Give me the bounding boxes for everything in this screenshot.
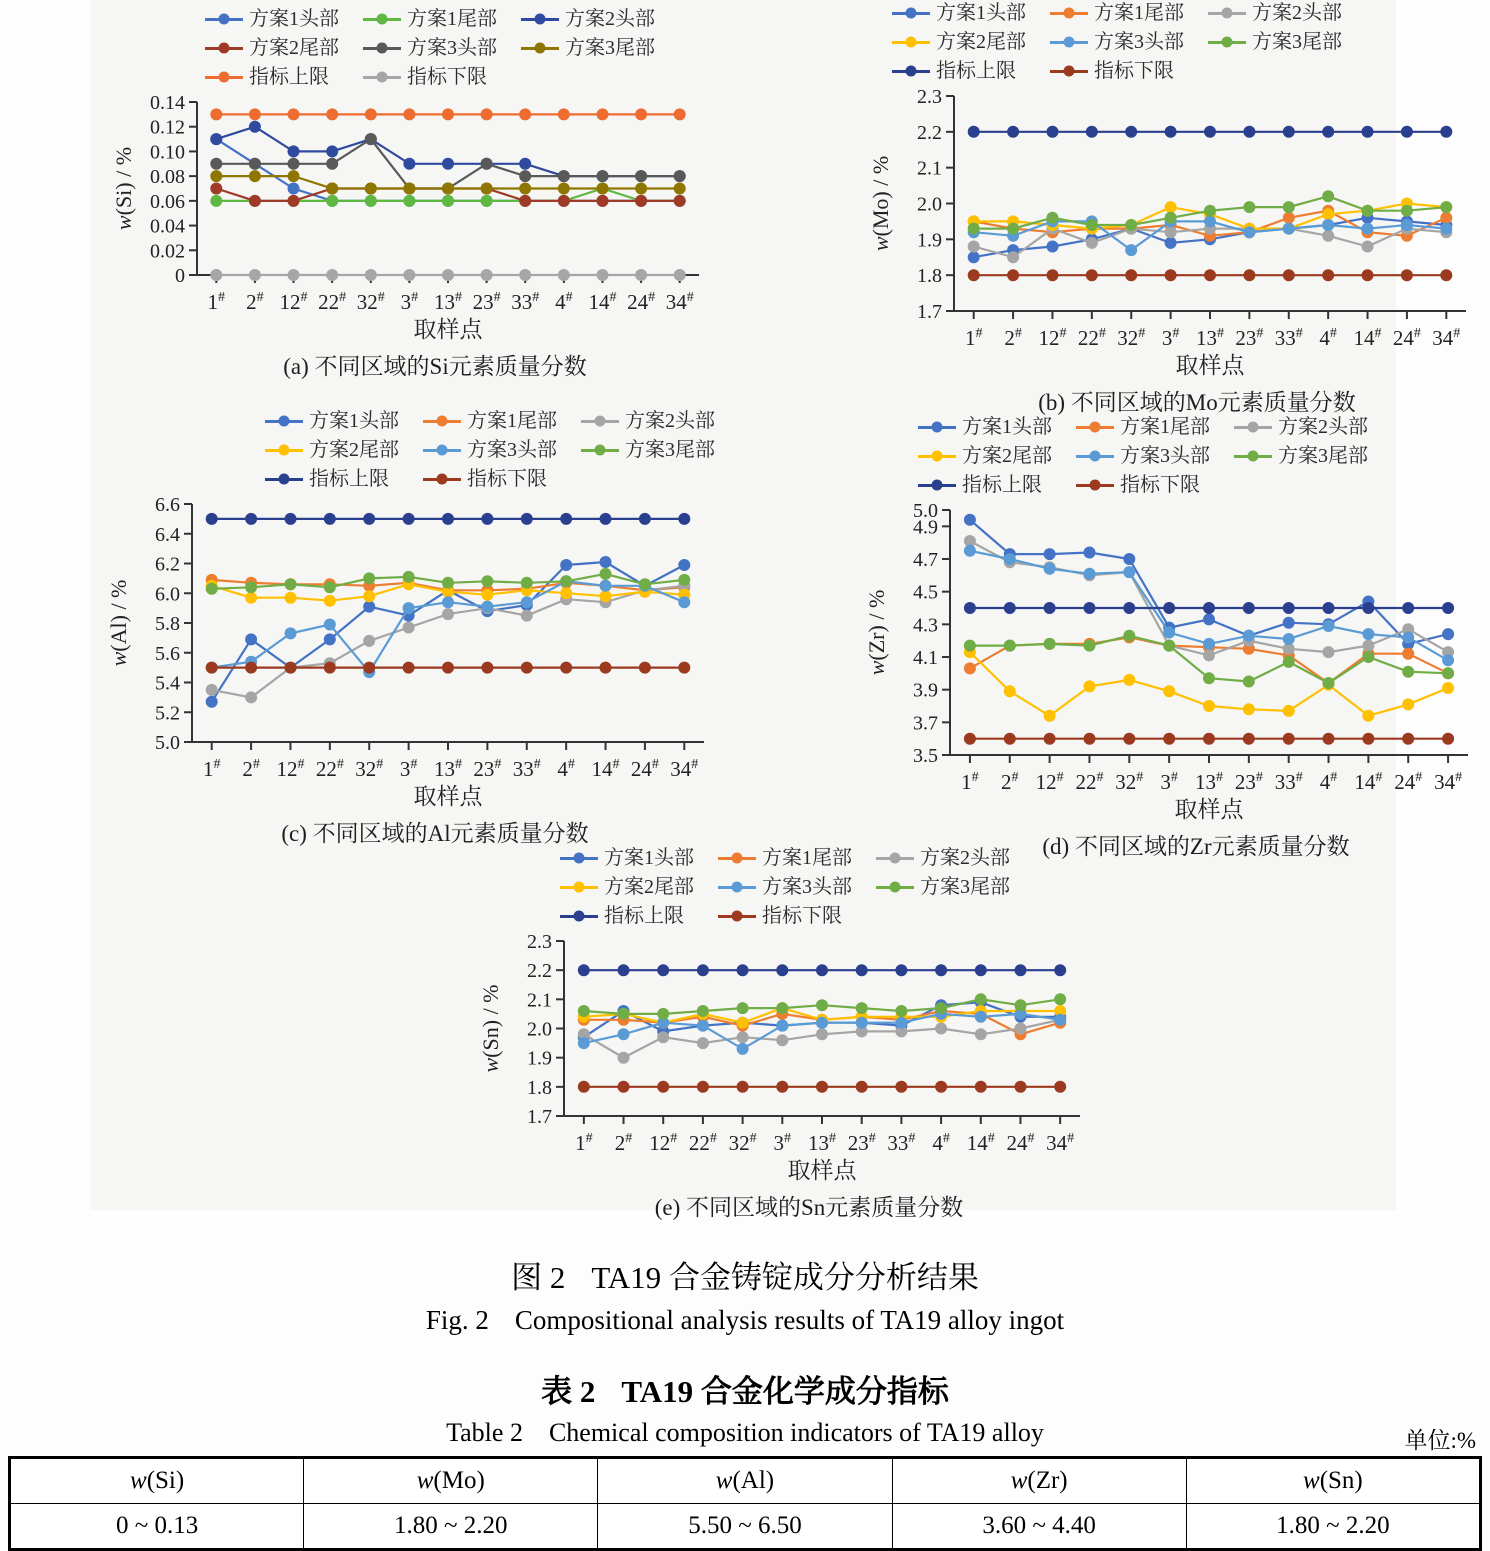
- chart-c-plot: [100, 494, 722, 808]
- table-number-en: Table 2: [446, 1418, 523, 1447]
- legend-item: [363, 35, 497, 61]
- legend-marker-icon: [423, 473, 461, 486]
- svg-text:33#: 33#: [1274, 326, 1303, 350]
- legend-item: [265, 466, 399, 492]
- svg-text:33#: 33#: [512, 757, 541, 781]
- legend-item: [423, 437, 557, 463]
- svg-text:4#: 4#: [557, 757, 575, 781]
- table-header-cell: w(Sn): [1186, 1458, 1480, 1504]
- legend-marker-icon: [265, 473, 303, 486]
- svg-text:23#: 23#: [473, 757, 502, 781]
- svg-text:6.0: 6.0: [155, 583, 180, 606]
- legend-item: [1050, 29, 1184, 55]
- legend-marker-icon: [581, 444, 619, 457]
- legend-label: 方案3尾部: [565, 37, 655, 59]
- legend-item: [876, 845, 1010, 871]
- svg-text:0.04: 0.04: [150, 215, 185, 238]
- table-value-cell: 0 ~ 0.13: [10, 1504, 304, 1550]
- svg-text:1.8: 1.8: [917, 265, 942, 288]
- table-header-cell: w(Mo): [304, 1458, 598, 1504]
- svg-text:4.7: 4.7: [913, 549, 938, 571]
- svg-text:22#: 22#: [1075, 770, 1104, 794]
- svg-text:2.1: 2.1: [527, 989, 552, 1012]
- svg-text:0.06: 0.06: [150, 190, 185, 213]
- svg-text:2#: 2#: [242, 757, 260, 781]
- table-caption-zh: [0, 1366, 1490, 1411]
- legend-marker-icon: [892, 7, 930, 20]
- svg-text:32#: 32#: [1115, 770, 1144, 794]
- legend-marker-icon: [718, 910, 756, 923]
- figure-caption-en: [0, 1305, 1490, 1336]
- legend-label: 方案2头部: [1278, 416, 1368, 438]
- legend-marker-icon: [521, 42, 559, 55]
- chart-al: [100, 408, 722, 848]
- chart-b-plot: [862, 86, 1484, 377]
- legend-marker-icon: [423, 415, 461, 428]
- svg-text:4.9: 4.9: [913, 516, 938, 539]
- svg-text:14#: 14#: [591, 757, 620, 781]
- legend-item: [718, 874, 852, 900]
- legend-marker-icon: [581, 415, 619, 428]
- svg-text:12#: 12#: [1035, 770, 1064, 794]
- table-number-zh: 表 2: [541, 1374, 596, 1409]
- legend-label: 方案2头部: [625, 410, 715, 432]
- chart-c-caption: (c) 不同区域的Al元素质量分数: [281, 821, 589, 846]
- figure-caption-zh: [0, 1252, 1490, 1297]
- legend-item: [892, 29, 1026, 55]
- svg-text:32#: 32#: [728, 1131, 757, 1155]
- svg-text:0.02: 0.02: [150, 240, 185, 263]
- table-value-cell: 1.80 ~ 2.20: [304, 1504, 598, 1550]
- svg-text:4#: 4#: [1319, 770, 1338, 794]
- legend-label: 方案2尾部: [936, 31, 1026, 53]
- chart-c-legend: [100, 408, 722, 492]
- svg-text:13#: 13#: [1196, 326, 1224, 350]
- table-header-cell: w(Si): [10, 1458, 304, 1504]
- legend-marker-icon: [363, 71, 401, 84]
- legend-marker-icon: [918, 421, 956, 434]
- svg-text:1.9: 1.9: [917, 229, 942, 252]
- svg-text:13#: 13#: [1195, 770, 1223, 794]
- legend-label: 方案3尾部: [625, 439, 715, 461]
- legend-label: 方案2尾部: [962, 445, 1052, 467]
- table-value-cell: 1.80 ~ 2.20: [1186, 1504, 1480, 1550]
- svg-text:5.0: 5.0: [913, 500, 938, 522]
- svg-text:23#: 23#: [472, 290, 501, 314]
- legend-label: 方案1尾部: [1094, 2, 1184, 24]
- figure-title-en: Compositional analysis results of TA19 alloy ingot: [514, 1305, 1065, 1335]
- legend-label: 方案2尾部: [249, 37, 339, 59]
- legend-label: 方案3尾部: [1252, 31, 1342, 53]
- table-caption-en: [0, 1418, 1490, 1448]
- legend-item: [1234, 443, 1368, 469]
- legend-item: [205, 64, 339, 90]
- svg-text:32#: 32#: [1117, 326, 1146, 350]
- svg-text:1.8: 1.8: [527, 1076, 552, 1099]
- svg-text:1#: 1#: [575, 1131, 593, 1155]
- svg-text:4.3: 4.3: [913, 614, 938, 637]
- legend-item: [560, 874, 694, 900]
- legend-item: [1076, 414, 1210, 440]
- chart-b-legend: [862, 0, 1484, 84]
- svg-text:12#: 12#: [649, 1131, 678, 1155]
- legend-label: 方案3头部: [762, 876, 852, 898]
- svg-text:w(Al) / %: w(Al) / %: [106, 579, 131, 667]
- svg-text:22#: 22#: [318, 290, 347, 314]
- legend-item: [1208, 0, 1342, 26]
- svg-text:0.10: 0.10: [150, 141, 185, 164]
- svg-text:1#: 1#: [961, 770, 979, 794]
- chart-a-caption: (a) 不同区域的Si元素质量分数: [283, 354, 587, 379]
- svg-text:24#: 24#: [1394, 770, 1423, 794]
- svg-text:3#: 3#: [400, 290, 419, 314]
- svg-text:5.6: 5.6: [155, 642, 180, 665]
- svg-text:1.7: 1.7: [527, 1106, 552, 1128]
- legend-item: [521, 6, 655, 32]
- svg-text:3#: 3#: [399, 757, 418, 781]
- svg-text:14#: 14#: [1354, 770, 1383, 794]
- svg-text:14#: 14#: [588, 290, 617, 314]
- svg-text:3#: 3#: [773, 1131, 792, 1155]
- svg-text:24#: 24#: [627, 290, 656, 314]
- table-header-cell: w(Al): [598, 1458, 892, 1504]
- legend-label: 方案2头部: [1252, 2, 1342, 24]
- legend-marker-icon: [1208, 7, 1246, 20]
- legend-label: 指标上限: [604, 905, 684, 927]
- svg-text:23#: 23#: [847, 1131, 876, 1155]
- legend-label: 方案1头部: [249, 8, 339, 30]
- legend-label: 方案3头部: [1094, 31, 1184, 53]
- legend-marker-icon: [876, 852, 914, 865]
- svg-text:2#: 2#: [1001, 770, 1019, 794]
- svg-text:23#: 23#: [1234, 770, 1263, 794]
- unit-label: 单位:%: [1404, 1428, 1476, 1453]
- svg-text:2.2: 2.2: [527, 960, 552, 983]
- table-title-en: Chemical composition indicators of TA19 alloy: [548, 1418, 1044, 1447]
- svg-text:3#: 3#: [1160, 770, 1178, 794]
- svg-text:6.6: 6.6: [155, 494, 180, 516]
- svg-text:5.8: 5.8: [155, 613, 180, 635]
- svg-text:5.2: 5.2: [155, 702, 180, 725]
- legend-marker-icon: [1234, 450, 1272, 463]
- legend-label: 方案1尾部: [407, 8, 497, 30]
- legend-marker-icon: [876, 881, 914, 894]
- svg-text:4.1: 4.1: [913, 647, 938, 669]
- svg-text:12#: 12#: [279, 290, 308, 314]
- svg-text:24#: 24#: [1392, 326, 1421, 350]
- legend-marker-icon: [1050, 65, 1088, 78]
- legend-marker-icon: [718, 852, 756, 865]
- legend-label: 方案1尾部: [762, 847, 852, 869]
- svg-text:6.4: 6.4: [155, 523, 180, 546]
- legend-marker-icon: [892, 65, 930, 78]
- legend-label: 方案1尾部: [1120, 416, 1210, 438]
- legend-marker-icon: [205, 42, 243, 55]
- svg-text:22#: 22#: [688, 1131, 717, 1155]
- svg-text:22#: 22#: [1077, 326, 1106, 350]
- figure-number-en: Fig. 2: [425, 1305, 489, 1335]
- legend-item: [1208, 29, 1342, 55]
- legend-label: 方案3头部: [467, 439, 557, 461]
- svg-text:6.2: 6.2: [155, 553, 180, 576]
- svg-text:4#: 4#: [1319, 326, 1337, 350]
- svg-text:4#: 4#: [555, 290, 573, 314]
- legend-item: [1076, 472, 1210, 498]
- table-value-cell: 3.60 ~ 4.40: [892, 1504, 1186, 1550]
- legend-label: 指标下限: [467, 468, 547, 490]
- legend-item: [205, 6, 339, 32]
- table-value-cell: 5.50 ~ 6.50: [598, 1504, 892, 1550]
- svg-text:2.2: 2.2: [917, 121, 942, 144]
- svg-text:2#: 2#: [614, 1131, 633, 1155]
- legend-item: [1076, 443, 1210, 469]
- legend-item: [1050, 58, 1184, 84]
- legend-label: 指标下限: [1094, 60, 1174, 82]
- legend-marker-icon: [560, 910, 598, 923]
- legend-marker-icon: [205, 71, 243, 84]
- legend-label: 指标下限: [407, 66, 487, 88]
- legend-marker-icon: [363, 13, 401, 26]
- legend-marker-icon: [892, 36, 930, 49]
- legend-marker-icon: [918, 479, 956, 492]
- svg-text:w(Sn) / %: w(Sn) / %: [478, 984, 503, 1073]
- legend-marker-icon: [423, 444, 461, 457]
- svg-text:34#: 34#: [665, 290, 694, 314]
- svg-text:24#: 24#: [630, 757, 659, 781]
- svg-text:1.7: 1.7: [917, 301, 942, 323]
- chart-e-legend: [472, 845, 1098, 929]
- svg-text:取样点: 取样点: [413, 784, 483, 808]
- svg-text:34#: 34#: [1432, 326, 1461, 350]
- svg-text:5.0: 5.0: [155, 732, 180, 754]
- legend-label: 方案3尾部: [920, 876, 1010, 898]
- svg-text:0.12: 0.12: [150, 116, 185, 139]
- svg-text:1#: 1#: [964, 326, 983, 350]
- legend-label: 指标上限: [962, 474, 1042, 496]
- chart-a-legend: [105, 6, 717, 90]
- legend-marker-icon: [1050, 7, 1088, 20]
- legend-item: [1234, 414, 1368, 440]
- legend-label: 方案2头部: [920, 847, 1010, 869]
- legend-marker-icon: [1076, 421, 1114, 434]
- chart-si: [105, 6, 717, 381]
- legend-label: 指标上限: [936, 60, 1016, 82]
- legend-marker-icon: [718, 881, 756, 894]
- svg-text:w(Zr) / %: w(Zr) / %: [864, 589, 889, 676]
- legend-marker-icon: [205, 13, 243, 26]
- legend-label: 指标上限: [309, 468, 389, 490]
- svg-text:12#: 12#: [1038, 326, 1067, 350]
- svg-text:34#: 34#: [670, 757, 699, 781]
- legend-label: 方案3尾部: [1278, 445, 1368, 467]
- svg-text:2.1: 2.1: [917, 157, 942, 180]
- svg-text:3.9: 3.9: [913, 679, 938, 702]
- legend-label: 方案1头部: [604, 847, 694, 869]
- chart-d-caption: (d) 不同区域的Zr元素质量分数: [1042, 834, 1350, 859]
- svg-text:34#: 34#: [1434, 770, 1463, 794]
- svg-text:w(Si) / %: w(Si) / %: [111, 146, 136, 231]
- svg-text:取样点: 取样点: [1174, 797, 1244, 821]
- svg-text:33#: 33#: [887, 1131, 916, 1155]
- svg-text:2.3: 2.3: [527, 931, 552, 953]
- legend-item: [521, 35, 655, 61]
- legend-label: 指标下限: [1120, 474, 1200, 496]
- legend-item: [918, 414, 1052, 440]
- svg-text:2#: 2#: [1004, 326, 1022, 350]
- legend-label: 方案1尾部: [467, 410, 557, 432]
- svg-text:13#: 13#: [434, 290, 462, 314]
- svg-text:2.0: 2.0: [917, 193, 942, 216]
- legend-label: 指标上限: [249, 66, 329, 88]
- legend-marker-icon: [265, 415, 303, 428]
- table-header-cell: w(Zr): [892, 1458, 1186, 1504]
- svg-text:32#: 32#: [355, 757, 384, 781]
- legend-marker-icon: [521, 13, 559, 26]
- legend-item: [718, 903, 852, 929]
- svg-text:14#: 14#: [966, 1131, 995, 1155]
- svg-text:w(Mo) / %: w(Mo) / %: [868, 155, 893, 252]
- chart-zr: [858, 414, 1486, 861]
- svg-text:2#: 2#: [246, 290, 264, 314]
- svg-text:13#: 13#: [808, 1131, 836, 1155]
- svg-text:0: 0: [175, 265, 185, 287]
- legend-item: [892, 0, 1026, 26]
- svg-text:22#: 22#: [315, 757, 344, 781]
- legend-item: [918, 443, 1052, 469]
- legend-item: [265, 408, 399, 434]
- chart-a-plot: [105, 92, 717, 341]
- chart-e-caption: (e) 不同区域的Sn元素质量分数: [654, 1195, 964, 1220]
- svg-text:12#: 12#: [276, 757, 305, 781]
- svg-text:23#: 23#: [1235, 326, 1264, 350]
- figure-panel: [90, 0, 1463, 1220]
- legend-label: 方案3头部: [407, 37, 497, 59]
- svg-text:33#: 33#: [1274, 770, 1303, 794]
- legend-marker-icon: [1076, 450, 1114, 463]
- svg-text:2.3: 2.3: [917, 86, 942, 108]
- svg-text:32#: 32#: [356, 290, 385, 314]
- legend-label: 方案2尾部: [309, 439, 399, 461]
- chart-mo: [862, 0, 1484, 417]
- table-title-zh: TA19 合金化学成分指标: [621, 1374, 949, 1409]
- svg-text:2.0: 2.0: [527, 1018, 552, 1041]
- legend-label: 方案2头部: [565, 8, 655, 30]
- legend-item: [560, 903, 694, 929]
- legend-label: 方案1头部: [309, 410, 399, 432]
- composition-table: [8, 1456, 1482, 1551]
- svg-text:4.5: 4.5: [913, 581, 938, 604]
- figure-title-zh: TA19 合金铸锭成分分析结果: [591, 1260, 979, 1295]
- legend-item: [892, 58, 1026, 84]
- legend-item: [876, 874, 1010, 900]
- svg-text:33#: 33#: [511, 290, 540, 314]
- legend-label: 方案1头部: [936, 2, 1026, 24]
- svg-text:34#: 34#: [1046, 1131, 1075, 1155]
- svg-text:取样点: 取样点: [1175, 353, 1245, 377]
- svg-text:取样点: 取样点: [413, 317, 483, 341]
- legend-item: [363, 6, 497, 32]
- legend-item: [918, 472, 1052, 498]
- chart-b-caption: (b) 不同区域的Mo元素质量分数: [1038, 390, 1356, 415]
- legend-item: [205, 35, 339, 61]
- table-header-row: [10, 1458, 1481, 1504]
- figure-number-zh: 图 2: [511, 1260, 566, 1295]
- legend-item: [1050, 0, 1184, 26]
- chart-d-plot: [858, 500, 1486, 821]
- legend-marker-icon: [1050, 36, 1088, 49]
- svg-text:1.9: 1.9: [527, 1047, 552, 1070]
- legend-marker-icon: [918, 450, 956, 463]
- svg-text:0.14: 0.14: [150, 92, 185, 114]
- svg-text:1#: 1#: [207, 290, 226, 314]
- legend-marker-icon: [265, 444, 303, 457]
- legend-item: [363, 64, 497, 90]
- svg-text:3.7: 3.7: [913, 712, 938, 735]
- svg-text:13#: 13#: [434, 757, 462, 781]
- chart-e-plot: [472, 931, 1098, 1182]
- chart-d-legend: [858, 414, 1486, 498]
- svg-text:3#: 3#: [1161, 326, 1180, 350]
- legend-item: [560, 845, 694, 871]
- legend-marker-icon: [1234, 421, 1272, 434]
- legend-item: [265, 437, 399, 463]
- legend-item: [581, 437, 715, 463]
- svg-text:4#: 4#: [932, 1131, 950, 1155]
- legend-marker-icon: [560, 881, 598, 894]
- svg-text:取样点: 取样点: [787, 1158, 857, 1182]
- svg-text:3.5: 3.5: [913, 745, 938, 767]
- svg-text:0.08: 0.08: [150, 166, 185, 189]
- legend-label: 方案3头部: [1120, 445, 1210, 467]
- legend-label: 方案2尾部: [604, 876, 694, 898]
- legend-marker-icon: [1076, 479, 1114, 492]
- legend-marker-icon: [363, 42, 401, 55]
- legend-item: [581, 408, 715, 434]
- legend-item: [423, 466, 557, 492]
- legend-label: 方案1头部: [962, 416, 1052, 438]
- legend-item: [718, 845, 852, 871]
- svg-text:5.4: 5.4: [155, 672, 180, 695]
- legend-marker-icon: [1208, 36, 1246, 49]
- legend-item: [423, 408, 557, 434]
- svg-text:14#: 14#: [1353, 326, 1382, 350]
- table-value-row: [10, 1504, 1481, 1550]
- legend-label: 指标下限: [762, 905, 842, 927]
- svg-text:1#: 1#: [202, 757, 221, 781]
- chart-sn: [472, 845, 1098, 1222]
- legend-marker-icon: [560, 852, 598, 865]
- svg-text:24#: 24#: [1006, 1131, 1035, 1155]
